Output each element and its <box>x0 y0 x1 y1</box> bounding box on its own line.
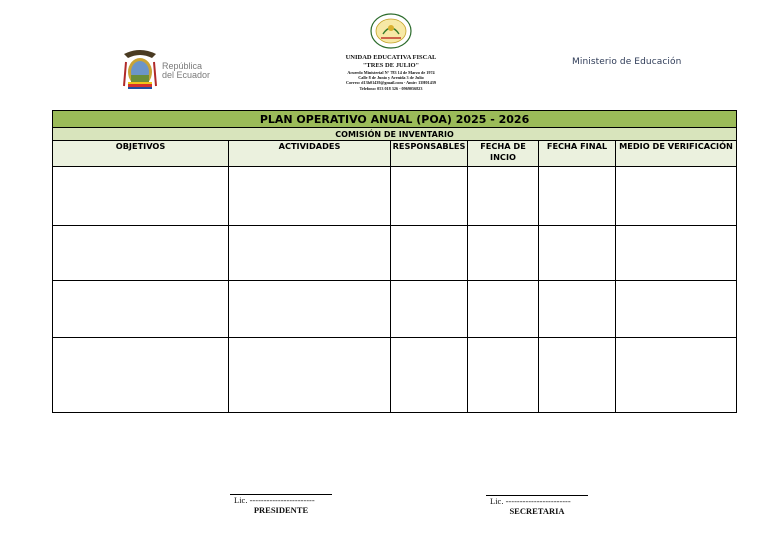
school-detail-line: Telefono: 053 018 326 - 0969056823 <box>359 85 423 91</box>
poa-table <box>52 110 737 413</box>
table-cell[interactable] <box>391 226 468 281</box>
republica-ecuador-logo <box>120 46 220 94</box>
school-info <box>300 54 482 91</box>
table-cell[interactable] <box>539 338 616 413</box>
republica-line1: República <box>162 61 203 71</box>
school-seal-icon <box>369 12 413 50</box>
table-row <box>53 226 737 281</box>
table-row <box>53 281 737 338</box>
column-header: OBJETIVOS <box>53 141 229 167</box>
ministerio-educacion-logo: Ministerio de Educación <box>572 57 682 67</box>
table-row <box>53 167 737 226</box>
table-cell[interactable] <box>53 226 229 281</box>
table-cell[interactable] <box>616 281 737 338</box>
table-cell[interactable] <box>229 281 391 338</box>
signature-lic: Lic. ----------------------- <box>234 495 315 505</box>
table-cell[interactable] <box>53 338 229 413</box>
signature-presidente <box>230 494 332 515</box>
table-title: PLAN OPERATIVO ANUAL (POA) 2025 - 2026 <box>53 111 737 128</box>
table-cell[interactable] <box>391 167 468 226</box>
table-cell[interactable] <box>468 167 539 226</box>
table-cell[interactable] <box>539 167 616 226</box>
column-header: MEDIO DE VERIFICACIÓN <box>616 141 737 167</box>
column-header: FECHA DE INCIO <box>468 141 539 167</box>
table-cell[interactable] <box>53 167 229 226</box>
table-cell[interactable] <box>616 167 737 226</box>
table-cell[interactable] <box>391 338 468 413</box>
table-row <box>53 338 737 413</box>
table-cell[interactable] <box>539 226 616 281</box>
table-cell[interactable] <box>539 281 616 338</box>
table-cell[interactable] <box>468 338 539 413</box>
school-detail-line: Acuerdo Ministerial N° 783 14 de Marzo de 1974 <box>347 70 435 75</box>
table-cell[interactable] <box>468 281 539 338</box>
table-cell[interactable] <box>616 226 737 281</box>
signature-role: PRESIDENTE <box>253 505 309 515</box>
republica-text <box>162 62 210 80</box>
signature-secretaria <box>486 495 588 516</box>
table-cell[interactable] <box>53 281 229 338</box>
table-cell[interactable] <box>229 338 391 413</box>
table-cell[interactable] <box>616 338 737 413</box>
table-subtitle: COMISIÓN DE INVENTARIO <box>53 128 737 141</box>
signature-role: SECRETARIA <box>509 506 565 516</box>
republica-line2: del Ecuador <box>162 70 211 80</box>
coat-of-arms-icon <box>120 46 160 94</box>
school-name: UNIDAD EDUCATIVA FISCAL <box>345 54 437 61</box>
table-cell[interactable] <box>391 281 468 338</box>
table-cell[interactable] <box>229 226 391 281</box>
column-header: FECHA FINAL <box>539 141 616 167</box>
table-cell[interactable] <box>468 226 539 281</box>
school-detail-line: Calle 8 de Junio y Avenida 3 de Julio <box>358 75 424 81</box>
school-quote: "TRES DE JULIO" <box>362 62 420 69</box>
school-detail-line: Correo: d13h01439@gmail.com - Amie: 13H01439 <box>346 80 436 86</box>
signature-lic: Lic. ----------------------- <box>490 496 571 506</box>
column-header: RESPONSABLES <box>391 141 468 167</box>
table-cell[interactable] <box>229 167 391 226</box>
column-header: ACTIVIDADES <box>229 141 391 167</box>
